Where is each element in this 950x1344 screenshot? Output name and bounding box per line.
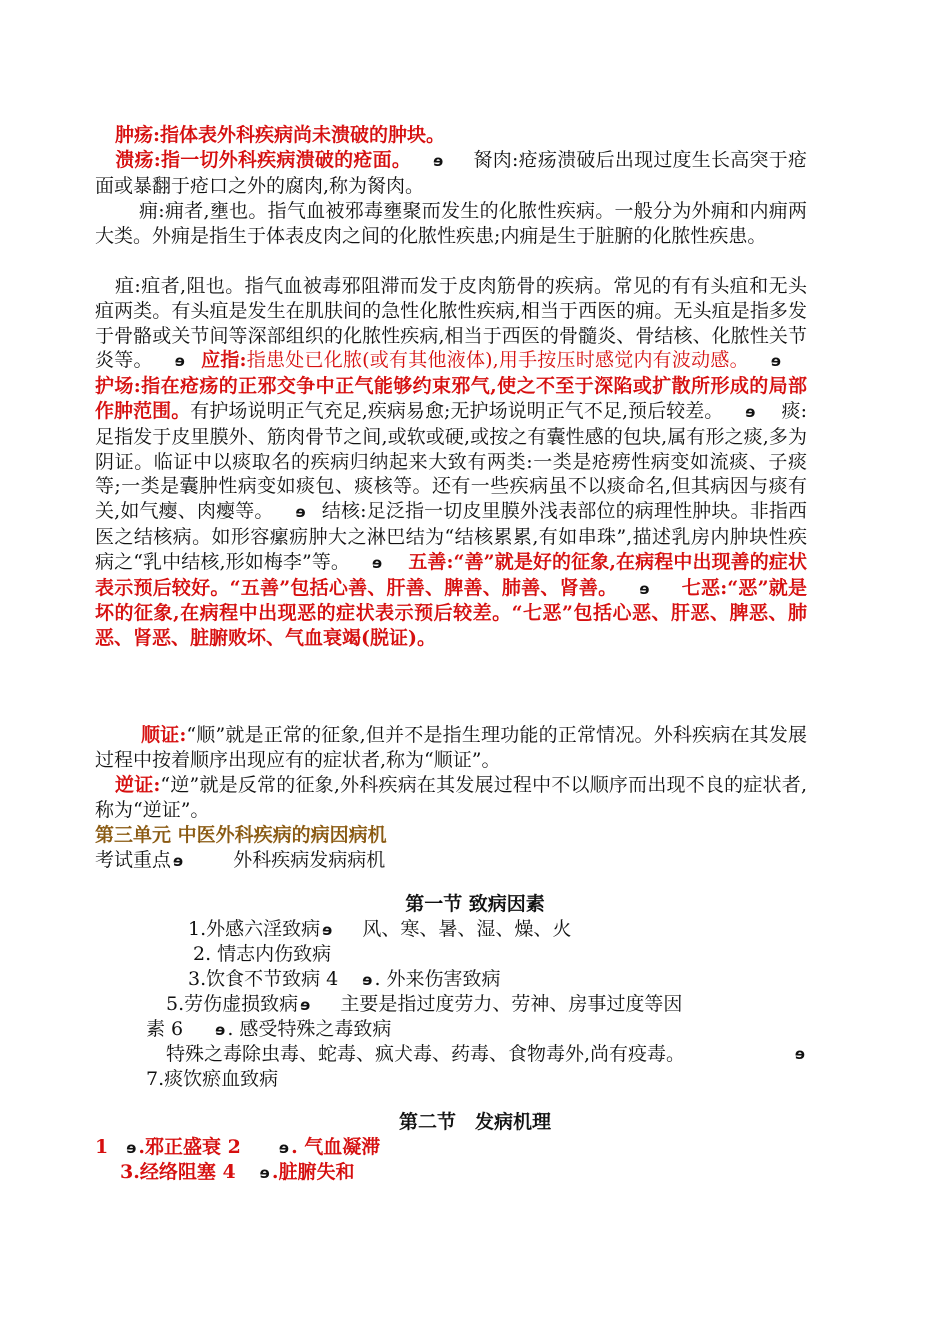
- bullet-mark-icon: ɘ: [322, 921, 333, 939]
- key-points-line: [95, 848, 385, 873]
- cause-6-label: . 感受特殊之毒致病: [227, 1018, 392, 1040]
- term-shunzheng: 顺证:: [141, 724, 187, 746]
- bullet-mark-icon: ɘ: [259, 1164, 270, 1182]
- bullet-mark-icon: ɘ: [278, 1139, 290, 1157]
- section1-title: 第一节 致病因素: [405, 893, 545, 915]
- term-zhongyang: 肿疡:: [115, 124, 161, 146]
- cause-5-detail: 主要是指过度劳力、劳神、房事过度等因: [340, 993, 683, 1015]
- cause-5-label: 5.劳伤虚损致病: [166, 993, 299, 1015]
- unit-title: 第三单元 中医外科疾病的病因病机: [95, 824, 387, 846]
- cause-6-prefix: 素 6: [146, 1018, 184, 1040]
- mechanism-2-label: . 气血凝滞: [291, 1136, 381, 1158]
- bullet-mark-icon: ɘ: [174, 352, 185, 371]
- term-yingzhi: 应指:: [200, 349, 247, 372]
- cause-line-7: [166, 1042, 807, 1066]
- cause-line-1: [188, 917, 571, 942]
- mechanism-line-2: [120, 1160, 354, 1185]
- term-qie: 七恶:: [681, 576, 728, 599]
- term-kuiyang: 溃疡:: [115, 148, 161, 171]
- bullet-mark-icon: ɘ: [126, 1139, 137, 1157]
- def-zhongyang: 指体表外科疾病尚未溃破的肿块。: [160, 124, 446, 146]
- cause-line-5: [166, 992, 682, 1017]
- def-furou: 疮疡溃破后出现过度生长高突于疮面或暴翻于疮口之外的腐肉,称为胬肉。: [95, 148, 807, 197]
- bullet-mark-icon: ɘ: [215, 1021, 226, 1039]
- bullet-mark-icon: ɘ: [295, 503, 306, 522]
- text-huchang-after: 有护场说明正气充足,疾病易愈;无护场说明正气不足,预后较差。: [190, 399, 724, 422]
- bullet-mark-icon: ɘ: [770, 352, 781, 371]
- def-yingzhi: 指患处已化脓(或有其他液体),用手按压时感觉内有波动感。: [246, 349, 749, 372]
- paragraph-yong: [95, 199, 807, 249]
- cause-3-label: 3.饮食不节致病 4: [188, 968, 339, 990]
- mechanism-3-label: 3.经络阻塞 4: [120, 1161, 236, 1183]
- bullet-mark-icon: ɘ: [639, 579, 650, 598]
- def-huchang: 指在疮疡的正邪交争中正气能够约束邪气,使之不至于深陷或扩散所形成的局部作肿范围。: [95, 375, 807, 422]
- term-huchang: 护场:: [95, 375, 141, 398]
- cause-line-2: 2. 情志内伤致病: [193, 943, 332, 965]
- paragraph-shunzheng: [95, 723, 807, 773]
- def-wushan: “善”就是好的征象,在病程中出现善的症状表示预后较好。“五善”包括心善、肝善、脾善、肺善、肾善。: [95, 550, 807, 599]
- cause-line-8: 7.痰饮瘀血致病: [146, 1068, 279, 1090]
- bullet-mark-icon: ɘ: [372, 553, 383, 572]
- key-points-label: 考试重点: [95, 849, 172, 871]
- key-points-text: 外科疾病发病病机: [233, 849, 386, 871]
- text-jiehe: 结核:足泛指一切皮里膜外浅表部位的病理性肿块。非指西医之结核病。如形容瘰疬肿大之淋巴结为“结核累累,有如串珠”,描述乳房内肿块性疾病之“乳中结核,形如梅李”等。: [95, 500, 807, 573]
- bullet-mark-icon: ɘ: [794, 1045, 805, 1063]
- bullet-mark-icon: ɘ: [300, 996, 311, 1014]
- term-wushan: 五善:: [408, 550, 454, 573]
- cause-6-detail: 特殊之毒除虫毒、蛇毒、疯犬毒、药毒、食物毒外,尚有疫毒。: [166, 1043, 686, 1065]
- mechanism-1-number: 1: [95, 1136, 109, 1158]
- def-kuiyang: 指一切外科疾病溃破的疮面。: [160, 148, 412, 171]
- cause-1-detail: 风、寒、暑、湿、燥、火: [362, 918, 572, 940]
- bullet-mark-icon: ɘ: [433, 151, 444, 170]
- bullet-mark-icon: ɘ: [173, 852, 184, 870]
- mechanism-4-label: .脏腑失和: [271, 1161, 355, 1183]
- cause-4-label: . 外来伤害致病: [374, 968, 501, 990]
- cause-line-3: [188, 967, 501, 992]
- paragraph-nizheng: [95, 773, 807, 823]
- term-furou: 胬肉:: [473, 148, 519, 171]
- text-yong: 痈:痈者,壅也。指气血被邪毒壅聚而发生的化脓性疾病。一般分为外痈和内痈两大类。外痈是指生于体表皮肉之间的化脓性疾患;内痈是生于脏腑的化脓性疾患。: [95, 200, 807, 247]
- section2-title: 第二节 发病机理: [398, 1111, 551, 1133]
- def-qie: “恶”就是坏的征象,在病程中出现恶的症状表示预后较差。“七恶”包括心恶、肝恶、脾恶、肺恶、肾恶、脏腑败坏、气血衰竭(脱证)。: [95, 576, 808, 650]
- cause-line-6: [146, 1017, 391, 1042]
- mechanism-line-1: [95, 1135, 380, 1160]
- bullet-mark-icon: ɘ: [745, 402, 756, 421]
- bullet-mark-icon: ɘ: [362, 971, 373, 989]
- text-ju: 疽:疽者,阻也。指气血被毒邪阻滞而发于皮肉筋骨的疾病。常见的有有头疽和无头疽两类。有头疽是发生在肌肤间的急性化脓性疾病,相当于西医的痈。无头疽是指多发于骨骼或关节间等深部组织的化脓性疾病,相当于西医的骨髓炎、骨结核、化脓性关节炎等。: [95, 275, 807, 372]
- def-shunzheng: “顺”就是正常的征象,但并不是指生理功能的正常情况。外科疾病在其发展过程中按着顺序出现应有的症状者,称为“顺证”。: [95, 724, 808, 771]
- term-nizheng: 逆证:: [115, 774, 161, 796]
- paragraph-zhongyang-kuiyang: [95, 123, 807, 198]
- def-nizheng: “逆”就是反常的征象,外科疾病在其发展过程中不以顺序而出现不良的症状者,称为“逆证”。: [95, 774, 807, 821]
- text-tan: 痰:足指发于皮里膜外、筋肉骨节之间,或软或硬,或按之有囊性感的包块,属有形之痰,多为阴证。临证中以痰取名的疾病归纳起来大致有两类:一类是疮痨性病变如流痰、子痰等;一类是囊肿性病变如痰包、痰核等。还有一些疾病虽不以痰命名,但其病因与痰有关,如气瘿、肉瘿等。: [95, 399, 807, 523]
- paragraph-ju-group: [95, 274, 807, 651]
- mechanism-1-label: .邪正盛衰 2: [138, 1136, 241, 1158]
- cause-1-label: 1.外感六淫致病: [188, 918, 321, 940]
